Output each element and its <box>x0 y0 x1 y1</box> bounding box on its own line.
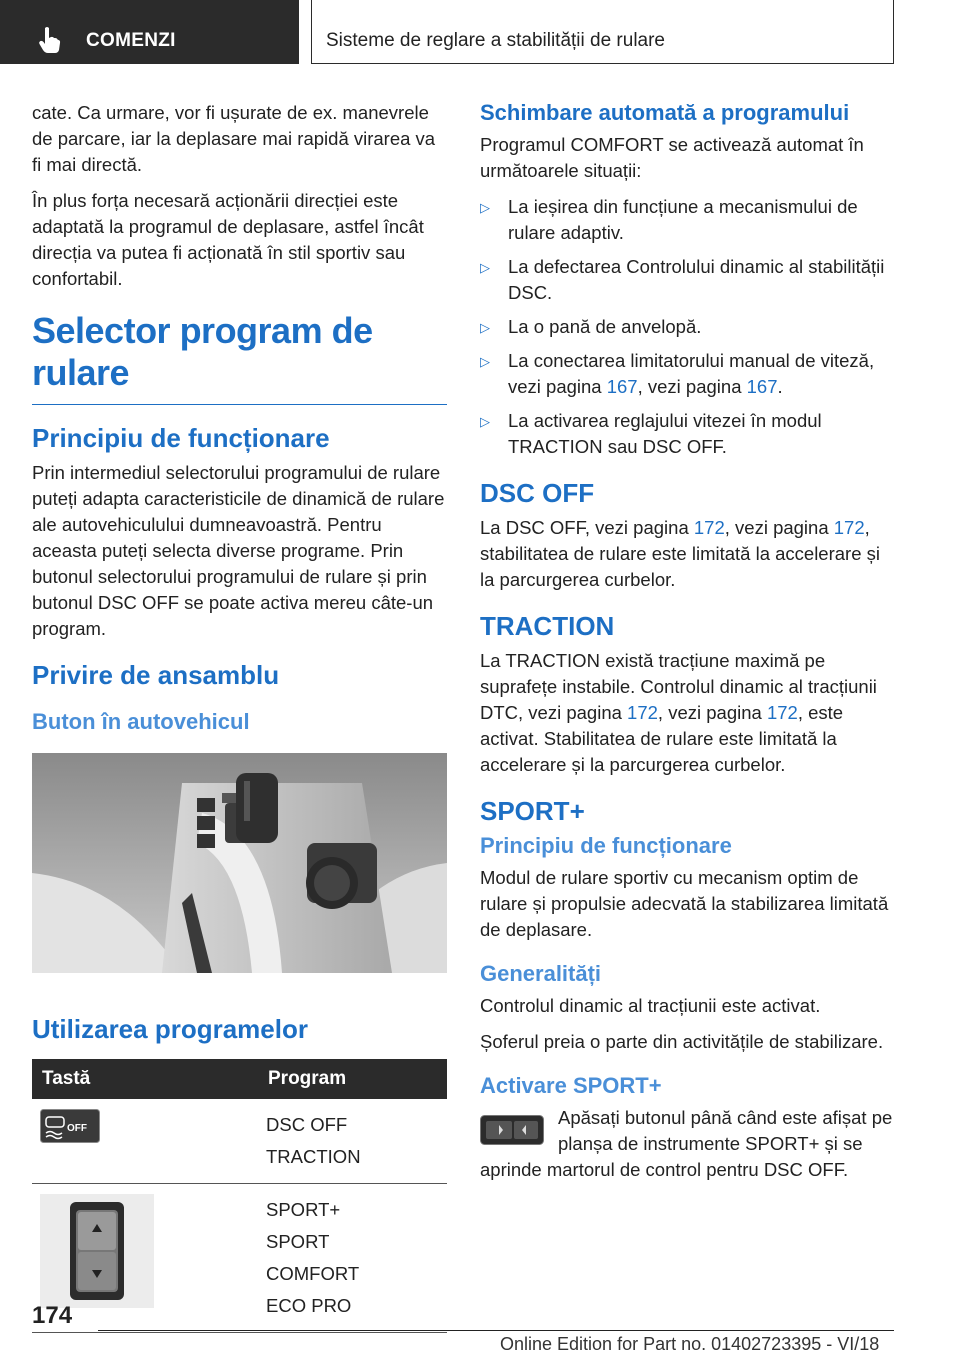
sport-paragraph: Modul de rulare sportiv cu mecanism optim de rulare și propulsie adecvată la stabilizarea limitată de deplasare. <box>480 867 889 940</box>
activate-paragraph: Apăsați butonul până când este afișat pe planșa de instrumente SPORT+ și se aprinde martorul de control pentru DSC OFF. <box>480 1107 893 1180</box>
situations-list <box>480 194 895 460</box>
right-column <box>480 100 895 1193</box>
page-link[interactable]: 167 <box>746 376 778 397</box>
general-paragraph-2: Șoferul preia o parte din activitățile de stabilizare. <box>480 1031 884 1052</box>
heading-button-in-vehicle: Buton în autovehicul <box>32 709 250 734</box>
intro-paragraph-2: În plus forța necesară acționării direcției este adaptată la programul de deplasare, astfel încât direcția va putea fi acționată în stil sportiv sau confortabil. <box>32 190 424 289</box>
list-item: ▷ La conectarea limitatorului manual de viteză, vezi pagina 167, vezi pagina 167. <box>480 350 875 397</box>
edition-note: Online Edition for Part no. 01402723395 - VI/18 <box>500 1334 880 1354</box>
program-eco-pro: ECO PRO <box>266 1295 352 1316</box>
page-link[interactable]: 167 <box>606 376 638 397</box>
heading-traction: TRACTION <box>480 611 615 641</box>
program-sport: SPORT <box>266 1231 330 1252</box>
principle-paragraph: Prin intermediul selectorului programului de rulare puteți adapta caracteristicile de dinamică de rulare ale autovehiculului dumneavoastră. Pentru aceasta puteți selecta diverse programe. Prin butonul selectorului programului de rulare și prin butonul DSC OFF se poate activa mereu câte-un program. <box>32 462 445 639</box>
heading-activate-sport-plus: Activare SPORT+ <box>480 1073 662 1098</box>
page-link[interactable]: 172 <box>627 702 658 723</box>
triangle-bullet-icon: ▷ <box>480 414 490 429</box>
triangle-bullet-icon: ▷ <box>480 260 490 275</box>
program-comfort: COMFORT <box>266 1263 360 1284</box>
triangle-bullet-icon: ▷ <box>480 200 490 215</box>
section-header <box>311 0 894 64</box>
heading-using-programs: Utilizarea programelor <box>32 1014 308 1044</box>
heading-sport-principle: Principiu de funcționare <box>480 833 732 858</box>
chapter-label: COMENZI <box>86 30 176 51</box>
program-cell <box>258 1184 447 1333</box>
automatic-intro: Programul COMFORT se activează automat în următoarele situații: <box>480 134 864 181</box>
triangle-bullet-icon: ▷ <box>480 354 490 369</box>
list-item: ▷ La activarea reglajului vitezei în modul TRACTION sau DSC OFF. <box>480 410 822 457</box>
list-item: ▷ La ieșirea din funcțiune a mecanismului de rulare adaptiv. <box>480 196 858 243</box>
off-text: OFF <box>67 1123 87 1134</box>
page-number: 174 <box>32 1302 73 1329</box>
heading-overview: Privire de ansamblu <box>32 660 280 690</box>
dsc-off-paragraph: La DSC OFF, vezi pagina 172, vezi pagina 172, stabilitatea de rulare este limitată la accelerare și la parcurgerea curbelor. <box>480 517 880 590</box>
intro-paragraph-1: cate. Ca urmare, vor fi ușurate de ex. manevrele de parcare, iar la deplasare mai rapidă virarea va fi mai directă. <box>32 102 436 175</box>
left-column <box>32 100 447 1333</box>
footer-divider <box>98 1330 894 1331</box>
list-item: ▷ La defectarea Controlului dinamic al stabilității DSC. <box>480 256 885 303</box>
center-console-photo <box>32 753 447 973</box>
table-row <box>32 1099 447 1184</box>
heading-dsc-off: DSC OFF <box>480 478 595 508</box>
table-row <box>32 1184 447 1333</box>
section-title: Sisteme de reglare a stabilității de rulare <box>326 30 666 51</box>
triangle-bullet-icon: ▷ <box>480 320 490 335</box>
sport-button-icon <box>480 1115 544 1145</box>
traction-paragraph: La TRACTION există tracțiune maximă pe suprafețe instabile. Controlul dinamic al tracțiunii DTC, vezi pagina 172, vezi pagina 172, este activat. Stabilitatea de rulare este limitată la accelerare și la parcurgerea curbelor. <box>480 650 877 775</box>
col-header-key: Tastă <box>32 1059 258 1099</box>
hand-pointer-icon <box>38 26 62 54</box>
heading-general: Generalități <box>480 961 602 986</box>
heading-sport-plus: SPORT+ <box>480 796 585 826</box>
general-paragraph-1: Controlul dinamic al tracțiunii este activat. <box>480 995 821 1016</box>
page-link[interactable]: 172 <box>833 517 865 538</box>
list-item: ▷ La o pană de anvelopă. <box>480 314 895 340</box>
dsc-off-button-icon <box>40 1109 100 1143</box>
col-header-program: Program <box>258 1059 447 1099</box>
heading-automatic-change: Schimbare automată a programului <box>480 100 850 125</box>
activate-block <box>480 1105 895 1193</box>
heading-principle: Principiu de funcționare <box>32 423 330 453</box>
program-dsc-off: DSC OFF <box>266 1114 348 1135</box>
heading-selector-program: Selector program de rulare <box>32 310 447 405</box>
page-link[interactable]: 172 <box>766 702 798 723</box>
rocker-switch-icon <box>40 1194 154 1308</box>
program-sport-plus: SPORT+ <box>266 1199 341 1220</box>
program-table <box>32 1059 447 1333</box>
page-link[interactable]: 172 <box>693 517 725 538</box>
key-cell <box>32 1099 258 1184</box>
chapter-tab <box>0 0 299 64</box>
program-traction: TRACTION <box>266 1146 361 1167</box>
program-cell <box>258 1099 447 1184</box>
